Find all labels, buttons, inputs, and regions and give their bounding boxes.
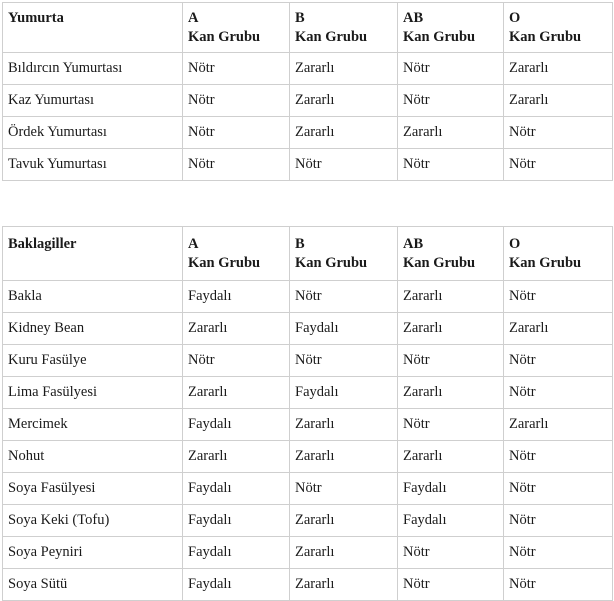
header-letter: AB [403, 236, 424, 252]
food-name: Kidney Bean [3, 313, 183, 345]
blood-type-food-table-container [2, 2, 612, 601]
value-a: Faydalı [183, 473, 290, 505]
value-a: Zararlı [183, 441, 290, 473]
value-o: Nötr [504, 117, 613, 149]
food-name: Soya Keki (Tofu) [3, 505, 183, 537]
value-b: Faydalı [290, 313, 398, 345]
food-name: Bakla [3, 281, 183, 313]
value-ab: Nötr [398, 149, 504, 181]
value-ab: Faydalı [398, 473, 504, 505]
table-row [3, 409, 613, 441]
value-b: Faydalı [290, 377, 398, 409]
column-header-a [183, 3, 290, 53]
header-label: Kan Grubu [403, 255, 476, 271]
value-ab: Zararlı [398, 313, 504, 345]
table-row [3, 53, 613, 85]
table-row [3, 149, 613, 181]
egg-section-header-row [3, 3, 613, 53]
value-a: Faydalı [183, 537, 290, 569]
value-o: Nötr [504, 281, 613, 313]
value-o: Nötr [504, 473, 613, 505]
value-ab: Zararlı [398, 281, 504, 313]
header-label: Kan Grubu [509, 29, 582, 45]
value-b: Zararlı [290, 85, 398, 117]
column-header-o [504, 227, 613, 281]
value-ab: Zararlı [398, 377, 504, 409]
value-a: Nötr [183, 85, 290, 117]
value-ab: Nötr [398, 409, 504, 441]
value-b: Zararlı [290, 117, 398, 149]
food-name: Mercimek [3, 409, 183, 441]
value-o: Nötr [504, 537, 613, 569]
column-header-a [183, 227, 290, 281]
food-name: Soya Peyniri [3, 537, 183, 569]
header-letter: A [188, 10, 199, 26]
table-row [3, 377, 613, 409]
header-label: Kan Grubu [188, 255, 261, 271]
food-name: Soya Fasülyesi [3, 473, 183, 505]
food-name: Kaz Yumurtası [3, 85, 183, 117]
value-a: Nötr [183, 117, 290, 149]
value-a: Nötr [183, 149, 290, 181]
food-name: Lima Fasülyesi [3, 377, 183, 409]
value-b: Nötr [290, 345, 398, 377]
column-header-ab [398, 3, 504, 53]
value-o: Zararlı [504, 85, 613, 117]
value-b: Zararlı [290, 409, 398, 441]
table-row [3, 537, 613, 569]
value-o: Nötr [504, 569, 613, 601]
table-row [3, 281, 613, 313]
header-label: Kan Grubu [403, 29, 476, 45]
value-a: Zararlı [183, 377, 290, 409]
value-ab: Nötr [398, 569, 504, 601]
column-header-b [290, 227, 398, 281]
food-name: Ördek Yumurtası [3, 117, 183, 149]
value-ab: Zararlı [398, 441, 504, 473]
table-row [3, 505, 613, 537]
header-letter: O [509, 10, 521, 26]
value-ab: Zararlı [398, 117, 504, 149]
food-name: Kuru Fasülye [3, 345, 183, 377]
header-label: Kan Grubu [188, 29, 261, 45]
value-b: Nötr [290, 473, 398, 505]
value-ab: Faydalı [398, 505, 504, 537]
table-row [3, 473, 613, 505]
value-b: Zararlı [290, 53, 398, 85]
table-row [3, 313, 613, 345]
value-o: Nötr [504, 149, 613, 181]
table-row [3, 117, 613, 149]
column-header-ab [398, 227, 504, 281]
table-row [3, 85, 613, 117]
section-spacer-row [3, 181, 613, 227]
table-row [3, 345, 613, 377]
value-o: Zararlı [504, 53, 613, 85]
food-name: Nohut [3, 441, 183, 473]
food-name: Bıldırcın Yumurtası [3, 53, 183, 85]
header-letter: A [188, 236, 199, 252]
value-a: Faydalı [183, 281, 290, 313]
value-b: Zararlı [290, 569, 398, 601]
header-letter: O [509, 236, 521, 252]
value-o: Zararlı [504, 409, 613, 441]
value-b: Nötr [290, 281, 398, 313]
table-row [3, 441, 613, 473]
header-label: Kan Grubu [295, 29, 368, 45]
header-letter: B [295, 10, 305, 26]
legume-section-header-row [3, 227, 613, 281]
value-ab: Nötr [398, 53, 504, 85]
value-o: Nötr [504, 441, 613, 473]
value-a: Faydalı [183, 505, 290, 537]
value-o: Nötr [504, 377, 613, 409]
header-label: Kan Grubu [295, 255, 368, 271]
header-label: Kan Grubu [509, 255, 582, 271]
food-name: Soya Sütü [3, 569, 183, 601]
value-ab: Nötr [398, 345, 504, 377]
value-b: Zararlı [290, 505, 398, 537]
value-b: Nötr [290, 149, 398, 181]
value-a: Zararlı [183, 313, 290, 345]
value-a: Nötr [183, 345, 290, 377]
value-o: Nötr [504, 505, 613, 537]
header-letter: B [295, 236, 305, 252]
food-name: Tavuk Yumurtası [3, 149, 183, 181]
value-a: Nötr [183, 53, 290, 85]
header-letter: AB [403, 10, 424, 26]
section-spacer [3, 181, 613, 227]
legume-section-title: Baklagiller [3, 227, 183, 281]
egg-section-title: Yumurta [3, 3, 183, 53]
value-o: Nötr [504, 345, 613, 377]
column-header-o [504, 3, 613, 53]
value-b: Zararlı [290, 441, 398, 473]
value-ab: Nötr [398, 85, 504, 117]
value-ab: Nötr [398, 537, 504, 569]
value-a: Faydalı [183, 409, 290, 441]
blood-type-food-table [2, 2, 613, 601]
column-header-b [290, 3, 398, 53]
value-o: Zararlı [504, 313, 613, 345]
table-row [3, 569, 613, 601]
value-a: Faydalı [183, 569, 290, 601]
value-b: Zararlı [290, 537, 398, 569]
